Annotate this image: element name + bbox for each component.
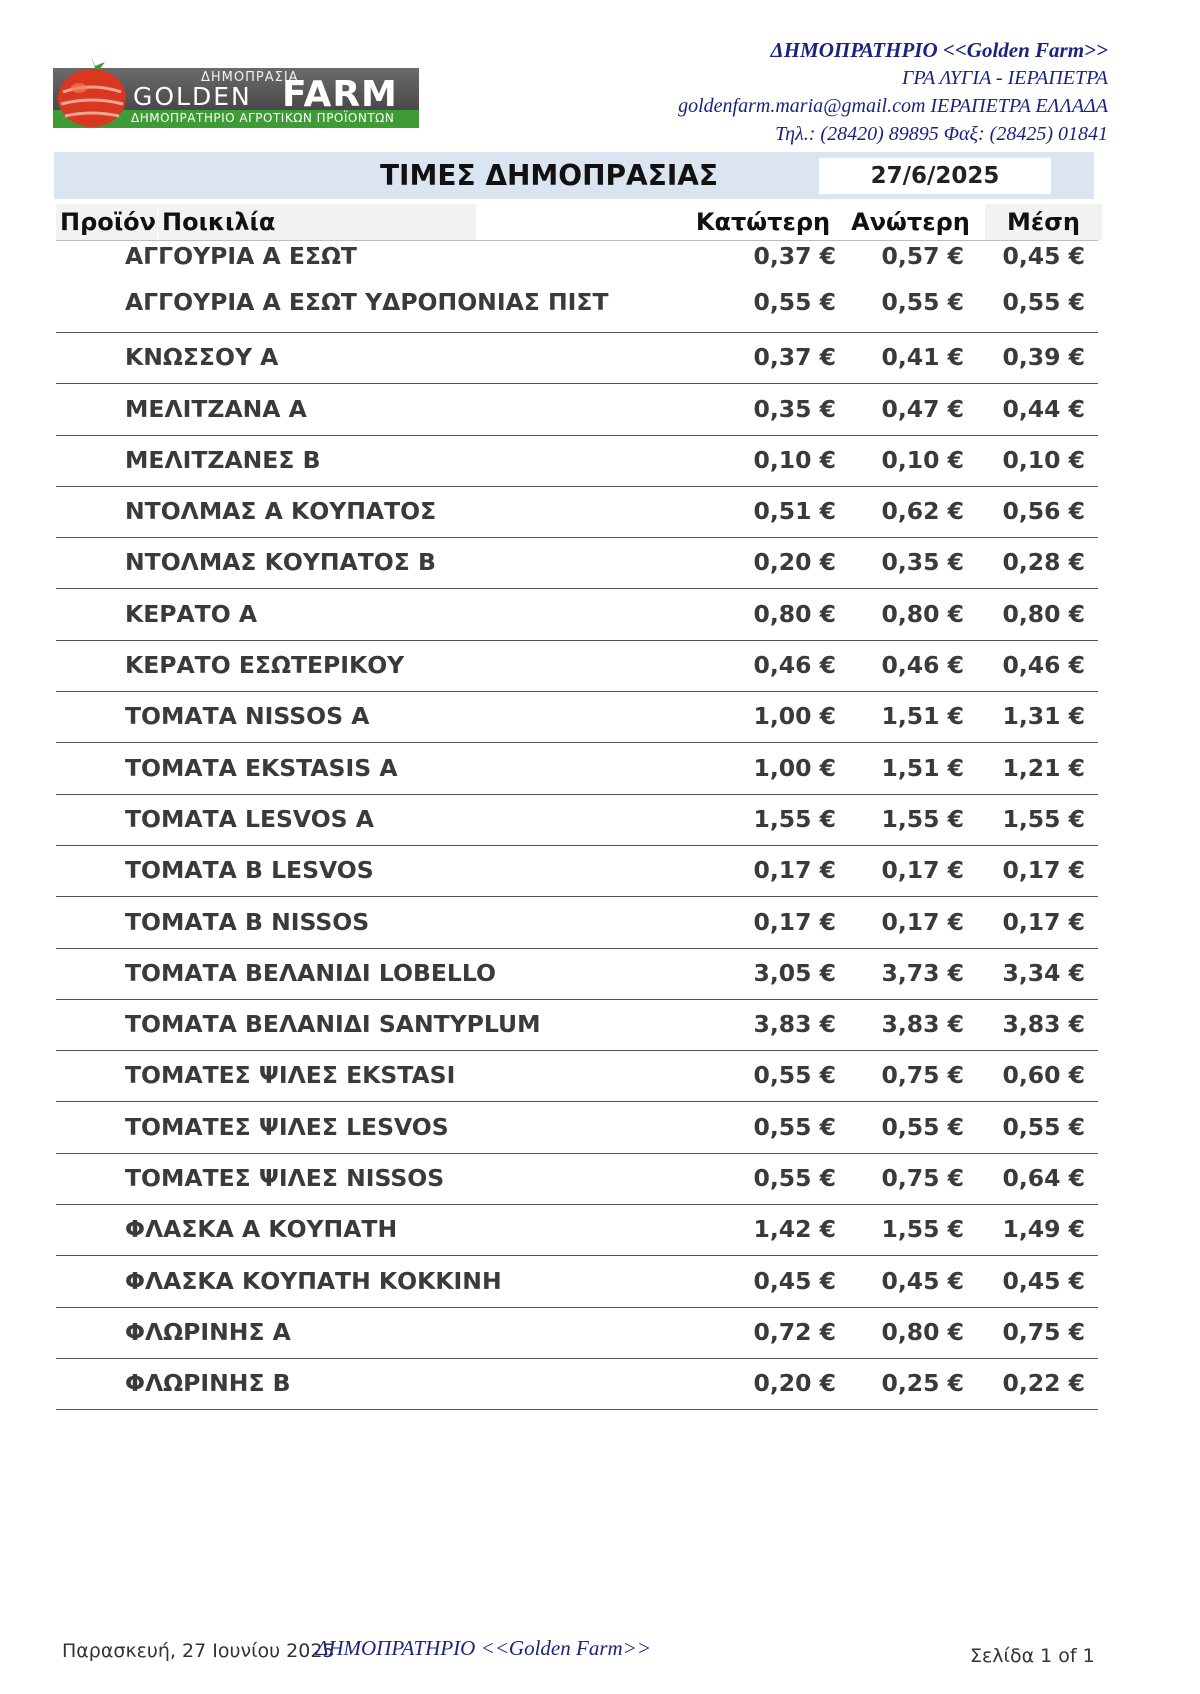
logo-farm-text: FARM [282,74,398,115]
avg-price-cell: 0,44 € [1002,394,1085,423]
footer-date: Παρασκευή, 27 Ιουνίου 2025 [62,1640,335,1662]
variety-cell: ΝΤΟΛΜΑΣ ΚΟΥΠΑΤΟΣ Β [125,548,436,577]
min-price-cell: 1,42 € [753,1215,836,1244]
max-price-cell: 0,35 € [881,548,964,577]
min-price-cell: 0,20 € [753,548,836,577]
tomato-icon [55,52,129,128]
avg-price-cell: 1,55 € [1002,804,1085,833]
company-logo [53,48,421,130]
variety-cell: ΚΝΩΣΣΟΥ Α [125,343,279,372]
table-row [56,1308,1098,1359]
table-row [56,1154,1098,1205]
table-row [56,846,1098,897]
avg-price-cell: 0,46 € [1002,651,1085,680]
variety-cell: ΤΟΜΑΤΑ LESVOS Α [125,804,374,833]
company-phone-line: Τηλ.: (28420) 89895 Φαξ: (28425) 01841 [775,123,1108,145]
variety-cell: ΤΟΜΑΤΑ ΒΕΛΑΝΙΔΙ SANTYPLUM [125,1010,541,1039]
max-price-cell: 0,17 € [881,856,964,885]
min-price-cell: 1,55 € [753,804,836,833]
max-price-cell: 0,46 € [881,651,964,680]
max-price-cell: 0,55 € [881,1112,964,1141]
logo-golden-text: GOLDEN [133,82,252,111]
avg-price-cell: 0,55 € [1002,1112,1085,1141]
column-header-max: Ανώτερη [848,204,973,240]
company-name: ΔΗΜΟΠΡΑΤΗΡΙΟ <<Golden Farm>> [770,38,1108,62]
min-price-cell: 3,05 € [753,958,836,987]
table-row [56,1000,1098,1051]
max-price-cell: 0,80 € [881,599,964,628]
table-row [56,1205,1098,1256]
variety-cell: ΜΕΛΙΤΖΑΝΕΣ Β [125,445,321,474]
auction-date: 27/6/2025 [819,158,1051,194]
max-price-cell: 0,55 € [881,288,964,316]
variety-cell: ΝΤΟΛΜΑΣ Α ΚΟΥΠΑΤΟΣ [125,497,437,526]
variety-cell: ΚΕΡΑΤΟ ΕΣΩΤΕΡΙΚΟΥ [125,651,405,680]
column-header-variety: Ποικιλία [158,204,476,240]
avg-price-cell: 0,60 € [1002,1061,1085,1090]
table-row [56,384,1098,435]
variety-cell: ΦΛΑΣΚΑ Α ΚΟΥΠΑΤΗ [125,1215,398,1244]
company-address: ΓΡΑ ΛΥΓΙΑ - ΙΕΡΑΠΕΤΡΑ [901,67,1108,89]
variety-cell: ΦΛΩΡΙΝΗΣ Α [125,1317,291,1346]
avg-price-cell: 3,83 € [1002,1010,1085,1039]
max-price-cell: 0,75 € [881,1061,964,1090]
avg-price-cell: 0,17 € [1002,856,1085,885]
page-title: ΤΙΜΕΣ ΔΗΜΟΠΡΑΣΙΑΣ [379,159,719,192]
price-table [56,240,1098,1410]
variety-cell: ΜΕΛΙΤΖΑΝΑ Α [125,394,307,423]
avg-price-cell: 0,80 € [1002,599,1085,628]
max-price-cell: 3,73 € [881,958,964,987]
max-price-cell: 1,51 € [881,702,964,731]
min-price-cell: 0,17 € [753,907,836,936]
table-row [56,274,1098,333]
column-header-avg: Μέση [985,204,1102,240]
min-price-cell: 0,55 € [753,1164,836,1193]
table-row [56,795,1098,846]
variety-cell: ΑΓΓΟΥΡΙΑ Α ΕΣΩΤ ΥΔΡΟΠΟΝΙΑΣ ΠΙΣΤ [125,288,609,316]
table-row [56,333,1098,384]
min-price-cell: 1,00 € [753,753,836,782]
min-price-cell: 0,35 € [753,394,836,423]
min-price-cell: 3,83 € [753,1010,836,1039]
max-price-cell: 0,17 € [881,907,964,936]
table-row [56,743,1098,794]
min-price-cell: 1,00 € [753,702,836,731]
max-price-cell: 1,51 € [881,753,964,782]
variety-cell: ΤΟΜΑΤΑ Β LESVOS [125,856,374,885]
max-price-cell: 0,62 € [881,497,964,526]
variety-cell: ΤΟΜΑΤΕΣ ΨΙΛΕΣ EKSTASI [125,1061,456,1090]
max-price-cell: 3,83 € [881,1010,964,1039]
variety-cell: ΚΕΡΑΤΟ Α [125,599,258,628]
table-row [56,538,1098,589]
variety-cell: ΤΟΜΑΤΑ Β NISSOS [125,907,370,936]
min-price-cell: 0,80 € [753,599,836,628]
max-price-cell: 0,57 € [881,242,964,270]
avg-price-cell: 0,45 € [1002,242,1085,270]
column-header-min: Κατώτερη [680,204,846,240]
table-row [56,641,1098,692]
max-price-cell: 0,10 € [881,445,964,474]
min-price-cell: 0,45 € [753,1266,836,1295]
avg-price-cell: 0,10 € [1002,445,1085,474]
avg-price-cell: 0,55 € [1002,288,1085,316]
avg-price-cell: 3,34 € [1002,958,1085,987]
avg-price-cell: 0,45 € [1002,1266,1085,1295]
variety-cell: ΑΓΓΟΥΡΙΑ Α ΕΣΩΤ [125,242,357,270]
max-price-cell: 0,47 € [881,394,964,423]
min-price-cell: 0,51 € [753,497,836,526]
avg-price-cell: 1,21 € [1002,753,1085,782]
avg-price-cell: 0,56 € [1002,497,1085,526]
variety-cell: ΤΟΜΑΤΕΣ ΨΙΛΕΣ NISSOS [125,1164,445,1193]
max-price-cell: 0,45 € [881,1266,964,1295]
table-row [56,436,1098,487]
avg-price-cell: 1,49 € [1002,1215,1085,1244]
table-row [56,487,1098,538]
variety-cell: ΤΟΜΑΤΑ NISSOS Α [125,702,370,731]
table-row [56,589,1098,640]
variety-cell: ΤΟΜΑΤΕΣ ΨΙΛΕΣ LESVOS [125,1112,449,1141]
variety-cell: ΤΟΜΑΤΑ EKSTASIS Α [125,753,398,782]
min-price-cell: 0,55 € [753,1112,836,1141]
logo-tagline: ΔΗΜΟΠΡΑΤΗΡΙΟ ΑΓΡΟΤΙΚΩΝ ΠΡΟΪΟΝΤΩΝ [131,111,395,125]
avg-price-cell: 0,17 € [1002,907,1085,936]
logo-small-text: ΔΗΜΟΠΡΑΣΙΑ [201,70,299,85]
max-price-cell: 1,55 € [881,1215,964,1244]
avg-price-cell: 0,39 € [1002,343,1085,372]
avg-price-cell: 0,22 € [1002,1369,1085,1398]
table-row [56,240,1098,274]
min-price-cell: 0,55 € [753,288,836,316]
min-price-cell: 0,46 € [753,651,836,680]
footer-page-number: Σελίδα 1 of 1 [970,1645,1095,1667]
company-email-line: goldenfarm.maria@gmail.com ΙΕΡΑΠΕΤΡΑ ΕΛΛΑΔΑ [678,95,1108,117]
min-price-cell: 0,17 € [753,856,836,885]
table-row [56,949,1098,1000]
avg-price-cell: 0,28 € [1002,548,1085,577]
table-row [56,1102,1098,1153]
table-row [56,1359,1098,1410]
company-info [678,36,1108,148]
min-price-cell: 0,37 € [753,343,836,372]
max-price-cell: 0,80 € [881,1317,964,1346]
min-price-cell: 0,20 € [753,1369,836,1398]
title-bar [54,152,1094,199]
min-price-cell: 0,55 € [753,1061,836,1090]
table-row [56,1256,1098,1307]
table-row [56,1051,1098,1102]
max-price-cell: 1,55 € [881,804,964,833]
avg-price-cell: 0,75 € [1002,1317,1085,1346]
variety-cell: ΦΛΩΡΙΝΗΣ Β [125,1369,291,1398]
max-price-cell: 0,75 € [881,1164,964,1193]
variety-cell: ΤΟΜΑΤΑ ΒΕΛΑΝΙΔΙ LOBELLO [125,958,497,987]
max-price-cell: 0,41 € [881,343,964,372]
table-row [56,692,1098,743]
avg-price-cell: 0,64 € [1002,1164,1085,1193]
min-price-cell: 0,10 € [753,445,836,474]
min-price-cell: 0,37 € [753,242,836,270]
max-price-cell: 0,25 € [881,1369,964,1398]
variety-cell: ΦΛΑΣΚΑ ΚΟΥΠΑΤΗ ΚΟΚΚΙΝΗ [125,1266,502,1295]
footer-company-name: ΔΗΜΟΠΡΑΤΗΡΙΟ <<Golden Farm>> [316,1636,652,1660]
table-row [56,897,1098,948]
avg-price-cell: 1,31 € [1002,702,1085,731]
column-header-product: Προϊόν [56,204,157,240]
min-price-cell: 0,72 € [753,1317,836,1346]
